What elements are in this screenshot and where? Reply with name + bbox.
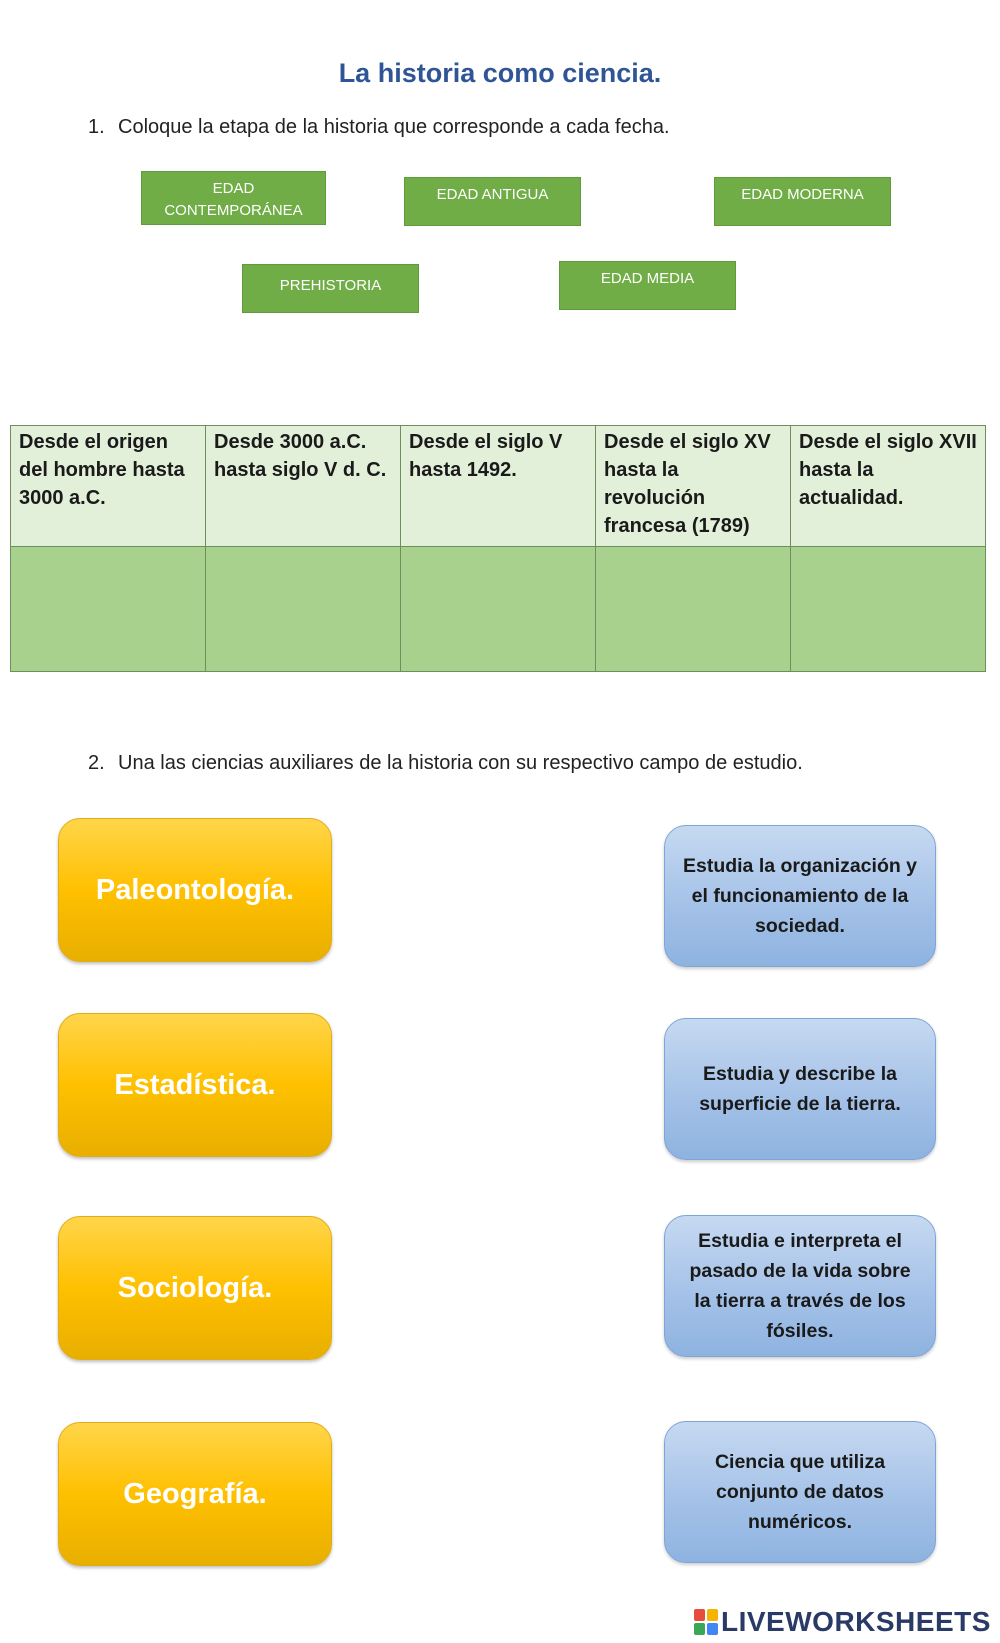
chip-edad-antigua[interactable]: EDAD ANTIGUA bbox=[404, 177, 581, 226]
timeline-header-cell: Desde el origen del hombre hasta 3000 a.C. bbox=[11, 426, 206, 547]
timeline-header-cell: Desde el siglo V hasta 1492. bbox=[401, 426, 596, 547]
science-geografia[interactable]: Geografía. bbox=[58, 1422, 332, 1566]
question-2 bbox=[88, 752, 803, 775]
chip-edad-moderna[interactable]: EDAD MODERNA bbox=[714, 177, 891, 226]
logo-text: LIVEWORKSHEETS bbox=[721, 1606, 991, 1637]
timeline-header-cell: Desde 3000 a.C. hasta siglo V d. C. bbox=[206, 426, 401, 547]
question-1-text: Coloque la etapa de la historia que corresponde a cada fecha. bbox=[118, 116, 670, 138]
science-sociologia[interactable]: Sociología. bbox=[58, 1216, 332, 1360]
timeline-answer-row bbox=[11, 547, 986, 672]
chip-edad-media[interactable]: EDAD MEDIA bbox=[559, 261, 736, 310]
liveworksheets-logo bbox=[694, 1606, 991, 1638]
drop-zone-4[interactable] bbox=[596, 547, 791, 672]
drop-zone-3[interactable] bbox=[401, 547, 596, 672]
drop-zone-2[interactable] bbox=[206, 547, 401, 672]
definition-superficie[interactable]: Estudia y describe la superficie de la tierra. bbox=[664, 1018, 936, 1160]
science-estadistica[interactable]: Estadística. bbox=[58, 1013, 332, 1157]
question-2-number: 2. bbox=[88, 752, 105, 774]
science-paleontologia[interactable]: Paleontología. bbox=[58, 818, 332, 962]
timeline-header-cell: Desde el siglo XV hasta la revolución francesa (1789) bbox=[596, 426, 791, 547]
timeline-header-cell: Desde el siglo XVII hasta la actualidad. bbox=[791, 426, 986, 547]
chip-prehistoria[interactable]: PREHISTORIA bbox=[242, 264, 419, 313]
liveworksheets-mark-icon bbox=[694, 1609, 718, 1635]
definition-datos-numericos[interactable]: Ciencia que utiliza conjunto de datos numéricos. bbox=[664, 1421, 936, 1563]
page-title: La historia como ciencia. bbox=[338, 58, 662, 88]
question-1-number: 1. bbox=[88, 116, 105, 138]
definition-fosiles[interactable]: Estudia e interpreta el pasado de la vida sobre la tierra a través de los fósiles. bbox=[664, 1215, 936, 1357]
drop-zone-1[interactable] bbox=[11, 547, 206, 672]
drop-zone-5[interactable] bbox=[791, 547, 986, 672]
timeline-header-row bbox=[11, 426, 986, 547]
question-1 bbox=[88, 116, 670, 139]
timeline-table bbox=[10, 425, 986, 672]
definition-sociedad[interactable]: Estudia la organización y el funcionamiento de la sociedad. bbox=[664, 825, 936, 967]
chip-edad-contemporanea[interactable]: EDAD CONTEMPORÁNEA bbox=[141, 171, 326, 225]
question-2-text: Una las ciencias auxiliares de la historia con su respectivo campo de estudio. bbox=[118, 752, 803, 774]
